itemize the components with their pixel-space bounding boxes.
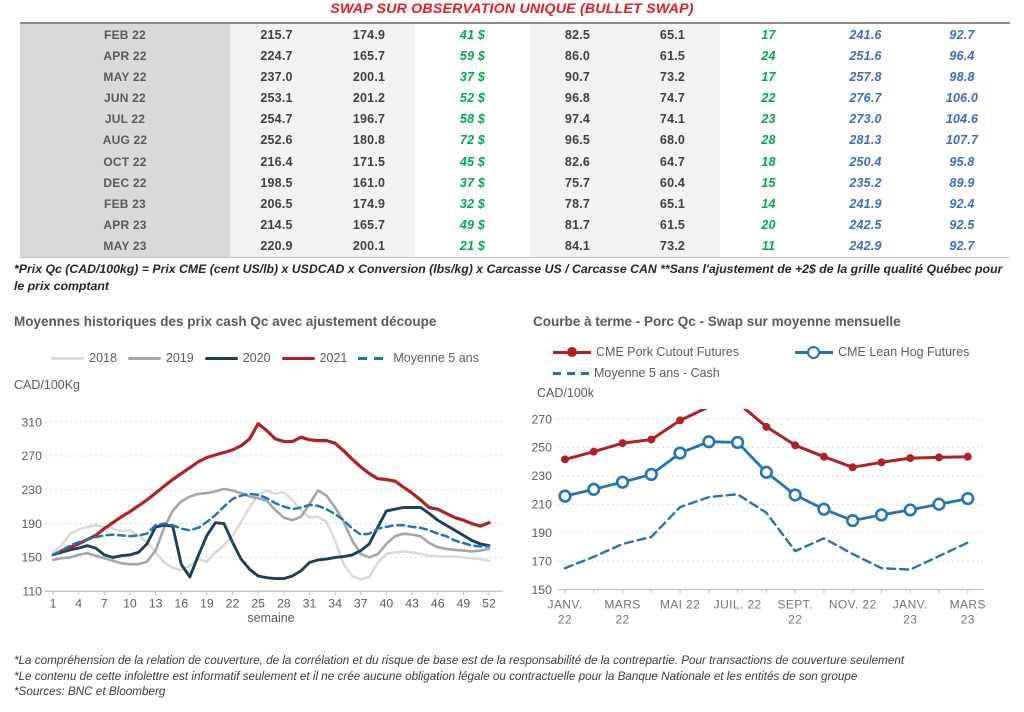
cell-price-qc-us: 92.7 xyxy=(949,27,975,42)
sources-line: *Sources: BNC et Bloomberg xyxy=(14,685,166,698)
data-point-open xyxy=(761,467,772,478)
x-tick-label: MAI 22 xyxy=(659,597,701,612)
legend-swatch xyxy=(51,357,84,360)
data-point-open xyxy=(617,477,628,488)
cell-price-cash: 200.1 xyxy=(323,66,415,87)
y-tick-label: 150 xyxy=(531,582,552,597)
x-tick-label: 52 xyxy=(482,596,496,611)
cell-us-cutout: 86.0 xyxy=(530,45,625,66)
historical-chart-unit: CAD/100Kg xyxy=(14,378,81,392)
cell-price-qc: 273.0 xyxy=(849,112,882,127)
cell-basis-us: 23 xyxy=(761,112,776,127)
cell-us-cutout: 84.1 xyxy=(530,236,625,257)
x-tick-label: 1 xyxy=(49,596,57,611)
legend-item-2020 xyxy=(205,351,271,365)
x-tick-label-year: 23 xyxy=(960,612,975,627)
cell-price-qc: 281.3 xyxy=(849,133,882,148)
cell-month: AUG 22 xyxy=(20,130,230,151)
cell-month: OCT 22 xyxy=(20,151,230,172)
data-point-open xyxy=(675,448,686,459)
y-tick-label: 270 xyxy=(531,412,552,427)
cell-price-cutout: 206.5 xyxy=(230,193,323,214)
cell-us-cutout: 97.4 xyxy=(530,109,625,130)
cell-price-qc: 235.2 xyxy=(849,175,882,190)
cell-us-cutout: 75.7 xyxy=(530,172,625,193)
cell-basis-us: 28 xyxy=(761,133,776,148)
disclaimer-line: *Le contenu de cette infolettre est informatif seulement et il ne crée aucune obligation légale ou contractuelle pour la Banque Nationale et les entités de son groupe xyxy=(14,669,858,683)
cell-basis: 72 $ xyxy=(459,133,486,148)
x-tick-label-year: 22 xyxy=(557,612,573,627)
x-tick-label: 25 xyxy=(251,596,266,611)
cell-us-cash: 68.0 xyxy=(625,130,720,151)
x-tick-label: MARS xyxy=(949,597,986,612)
cell-us-cash: 61.5 xyxy=(625,215,720,236)
legend-label: CME Lean Hog Futures xyxy=(838,345,970,359)
x-tick-label-year: 22 xyxy=(615,612,630,627)
cell-price-cutout: 220.9 xyxy=(230,236,323,257)
x-tick-label: 49 xyxy=(456,596,471,611)
cell-basis: 45 $ xyxy=(459,154,486,169)
cell-us-cash: 65.1 xyxy=(625,193,720,214)
legend-item-2019 xyxy=(128,351,194,365)
data-point-filled xyxy=(762,423,770,431)
y-tick-label: 230 xyxy=(531,469,552,484)
x-tick-label: JUIL. 22 xyxy=(713,597,762,612)
data-point-open xyxy=(790,490,801,501)
cell-price-qc-us: 107.7 xyxy=(945,133,979,148)
data-point-open xyxy=(905,505,916,516)
legend-label: Moyenne 5 ans - Cash xyxy=(594,366,720,380)
cell-price-qc: 241.6 xyxy=(849,27,882,42)
cell-basis: 37 $ xyxy=(459,175,486,190)
cell-basis: 58 $ xyxy=(459,112,486,127)
cell-price-qc-us: 96.4 xyxy=(949,48,975,63)
cell-month: JUN 22 xyxy=(20,88,230,109)
cell-us-cash: 73.2 xyxy=(625,236,720,257)
cell-us-cash: 61.5 xyxy=(625,45,720,66)
data-point-open xyxy=(876,510,887,521)
cell-price-cash: 161.0 xyxy=(323,172,415,193)
cell-us-cash: 74.7 xyxy=(625,88,720,109)
cell-basis-us: 14 xyxy=(761,196,776,211)
cell-month: FEB 23 xyxy=(20,193,230,214)
cell-basis: 21 $ xyxy=(459,239,486,254)
x-tick-label: 10 xyxy=(123,596,137,611)
legend-item-moyenne-5-ans-cash xyxy=(553,366,720,380)
cell-us-cutout: 82.5 xyxy=(530,24,625,45)
cell-price-qc-us: 92.4 xyxy=(949,196,975,211)
x-tick-label-year: 22 xyxy=(788,612,803,627)
cell-month: APR 22 xyxy=(20,45,230,66)
cell-basis: 59 $ xyxy=(459,48,486,63)
series-2019-line xyxy=(53,489,489,564)
cell-price-cutout: 252.6 xyxy=(230,130,323,151)
forward-curve-legend-row1 xyxy=(553,345,969,359)
x-tick-label: 43 xyxy=(405,596,419,611)
footer-disclaimers xyxy=(14,653,1014,700)
legend-swatch xyxy=(795,351,833,354)
data-point-open xyxy=(847,515,858,526)
cell-price-cutout: 215.7 xyxy=(230,24,323,45)
cell-month: MAY 23 xyxy=(20,236,230,257)
cell-price-qc-us: 92.7 xyxy=(949,239,975,254)
y-tick-label: 250 xyxy=(531,440,552,455)
cell-price-cash: 174.9 xyxy=(323,24,415,45)
legend-label: 2019 xyxy=(165,351,194,365)
cell-basis-us: 22 xyxy=(761,91,776,106)
x-tick-label: 16 xyxy=(174,596,189,611)
forward-curve-legend-row2 xyxy=(553,366,720,380)
cell-price-cash: 165.7 xyxy=(323,215,415,236)
data-point-open xyxy=(560,491,571,502)
cell-price-cutout: 237.0 xyxy=(230,66,323,87)
legend-swatch xyxy=(358,357,388,360)
data-point-filled xyxy=(647,436,655,444)
cell-us-cash: 65.1 xyxy=(625,24,720,45)
legend-item-cme-pork-cutout-futures xyxy=(553,345,739,359)
cell-price-cash: 200.1 xyxy=(323,236,415,257)
cell-price-qc: 242.5 xyxy=(849,218,882,233)
cell-month: APR 23 xyxy=(20,215,230,236)
legend-label: Moyenne 5 ans xyxy=(393,351,479,365)
x-tick-label: 31 xyxy=(302,596,317,611)
x-tick-label: 37 xyxy=(353,596,368,611)
cell-basis-us: 17 xyxy=(761,69,776,84)
forward-curve-chart-unit: CAD/100k xyxy=(537,386,594,400)
cell-price-qc: 257.8 xyxy=(849,69,882,84)
cell-price-cash: 180.8 xyxy=(323,130,415,151)
x-tick-label: 22 xyxy=(225,596,240,611)
data-point-open xyxy=(934,499,945,510)
cell-price-cash: 174.9 xyxy=(323,193,415,214)
cell-price-qc: 251.6 xyxy=(849,48,882,63)
cell-month: MAY 22 xyxy=(20,66,230,87)
y-tick-label: 110 xyxy=(22,584,42,599)
disclaimer-line: *La compréhension de la relation de couverture, de la corrélation et du risque de base est de la responsabilité de la contrepartie. Pour transactions de couverture seulement xyxy=(14,654,905,667)
cell-price-qc-us: 92.5 xyxy=(949,218,975,233)
data-point-filled xyxy=(676,416,684,424)
x-axis-label: semaine xyxy=(247,610,295,625)
x-tick-label: MARS xyxy=(604,597,641,612)
cell-basis: 52 $ xyxy=(459,91,486,106)
x-tick-label: 28 xyxy=(276,596,291,611)
cell-price-cutout: 216.4 xyxy=(230,151,323,172)
cell-price-qc-us: 106.0 xyxy=(945,91,979,106)
cell-price-qc-us: 95.8 xyxy=(949,154,975,169)
legend-label: 2021 xyxy=(319,351,348,365)
cell-price-qc: 276.7 xyxy=(849,91,882,106)
cell-price-qc-us: 89.9 xyxy=(949,175,975,190)
x-tick-label: 34 xyxy=(328,596,342,611)
cell-price-cash: 171.5 xyxy=(323,151,415,172)
x-tick-label: JANV. xyxy=(892,597,928,612)
x-tick-label: 40 xyxy=(379,596,394,611)
data-point-filled xyxy=(791,441,799,449)
data-point-open xyxy=(962,493,973,504)
data-point-filled xyxy=(619,439,627,447)
data-point-open xyxy=(732,437,743,448)
cell-basis-us: 24 xyxy=(761,48,776,63)
y-tick-label: 310 xyxy=(21,415,42,430)
data-point-filled xyxy=(561,455,569,463)
legend-label: 2018 xyxy=(89,351,117,365)
cell-price-cutout: 253.1 xyxy=(230,88,323,109)
cell-basis: 49 $ xyxy=(459,218,486,233)
filled-dot-icon xyxy=(567,347,577,357)
cell-price-cutout: 224.7 xyxy=(230,45,323,66)
data-point-filled xyxy=(964,453,972,461)
cell-us-cash: 60.4 xyxy=(625,172,720,193)
swap-table xyxy=(20,22,1010,258)
cell-us-cash: 74.1 xyxy=(625,109,720,130)
cell-price-cutout: 214.5 xyxy=(230,215,323,236)
cell-basis-us: 17 xyxy=(761,27,776,42)
cell-price-qc: 250.4 xyxy=(849,154,882,169)
data-point-open xyxy=(704,436,715,447)
cell-price-qc: 242.9 xyxy=(849,239,882,254)
cell-basis: 37 $ xyxy=(459,69,486,84)
cell-price-qc-us: 104.6 xyxy=(945,112,979,127)
cell-us-cutout: 96.8 xyxy=(530,88,625,109)
legend-label: CME Pork Cutout Futures xyxy=(596,345,740,359)
y-tick-label: 170 xyxy=(531,554,552,569)
data-point-filled xyxy=(590,448,598,456)
data-point-filled xyxy=(820,453,828,461)
legend-item-moyenne-5-ans xyxy=(358,351,478,365)
data-point-open xyxy=(646,469,657,480)
cell-basis-us: 15 xyxy=(761,175,776,190)
cell-us-cutout: 82.6 xyxy=(530,151,625,172)
cell-price-cash: 196.7 xyxy=(323,109,415,130)
legend-swatch xyxy=(282,357,315,360)
x-tick-label: 13 xyxy=(148,596,163,611)
data-point-filled xyxy=(935,453,943,461)
x-tick-label: 4 xyxy=(75,596,83,611)
x-tick-label: NOV. 22 xyxy=(828,597,877,612)
x-tick-label-year: 23 xyxy=(903,612,918,627)
y-tick-label: 190 xyxy=(531,525,552,540)
legend-swatch xyxy=(205,357,238,360)
cell-month: DEC 22 xyxy=(20,172,230,193)
data-point-filled xyxy=(849,463,857,471)
y-tick-label: 230 xyxy=(21,483,42,497)
cell-price-qc-us: 98.8 xyxy=(949,69,975,84)
cell-basis-us: 11 xyxy=(761,239,776,254)
legend-swatch xyxy=(553,351,591,354)
open-circle-icon xyxy=(807,346,820,359)
y-tick-label: 190 xyxy=(21,516,42,531)
x-tick-label: 19 xyxy=(200,596,214,611)
cell-price-cash: 165.7 xyxy=(323,45,415,66)
historical-prices-chart xyxy=(0,390,520,638)
data-point-open xyxy=(819,504,830,515)
historical-chart-legend xyxy=(40,351,490,365)
cell-basis: 41 $ xyxy=(459,27,486,42)
cell-us-cutout: 96.5 xyxy=(530,130,625,151)
forward-curve-chart xyxy=(525,390,1024,645)
legend-item-2021 xyxy=(282,351,348,365)
x-tick-label: 7 xyxy=(100,596,108,611)
forward-curve-chart-title: Courbe à terme - Porc Qc - Swap sur moyenne mensuelle xyxy=(533,314,901,329)
legend-item-2018 xyxy=(51,351,117,365)
cell-us-cutout: 90.7 xyxy=(530,66,625,87)
cell-price-qc: 241.9 xyxy=(849,196,882,211)
x-tick-label: JANV. xyxy=(547,597,583,612)
y-tick-label: 150 xyxy=(21,550,42,565)
legend-swatch xyxy=(553,372,589,375)
cell-price-cash: 201.2 xyxy=(323,88,415,109)
cell-basis: 32 $ xyxy=(459,196,486,211)
x-tick-label: SEPT. xyxy=(777,597,813,612)
cell-basis-us: 18 xyxy=(761,154,776,169)
x-tick-label: 46 xyxy=(430,596,445,611)
y-tick-label: 210 xyxy=(531,497,552,512)
cell-us-cutout: 78.7 xyxy=(530,193,625,214)
cell-basis-us: 20 xyxy=(761,218,776,233)
cell-us-cutout: 81.7 xyxy=(530,215,625,236)
cell-us-cash: 73.2 xyxy=(625,66,720,87)
cell-month: FEB 22 xyxy=(20,24,230,45)
legend-item-cme-lean-hog-futures xyxy=(795,345,969,359)
cell-price-cutout: 254.7 xyxy=(230,109,323,130)
cell-price-cutout: 198.5 xyxy=(230,172,323,193)
historical-chart-title: Moyennes historiques des prix cash Qc avec ajustement découpe xyxy=(14,314,437,329)
data-point-filled xyxy=(906,454,914,462)
legend-label: 2020 xyxy=(242,351,271,365)
newsletter-title: SWAP SUR OBSERVATION UNIQUE (BULLET SWAP) xyxy=(330,1,694,17)
data-point-open xyxy=(588,484,599,495)
y-tick-label: 270 xyxy=(21,449,42,464)
table-note: *Prix Qc (CAD/100kg) = Prix CME (cent US/lb) x USDCAD x Conversion (lbs/kg) x Carcasse US / Carcasse CAN **Sans l'ajustement de +2$ de la grille qualité Québec pour le prix comptant xyxy=(14,262,1003,293)
data-point-filled xyxy=(877,458,885,466)
legend-swatch xyxy=(128,357,161,360)
cell-us-cash: 64.7 xyxy=(625,151,720,172)
cell-month: JUL 22 xyxy=(20,109,230,130)
